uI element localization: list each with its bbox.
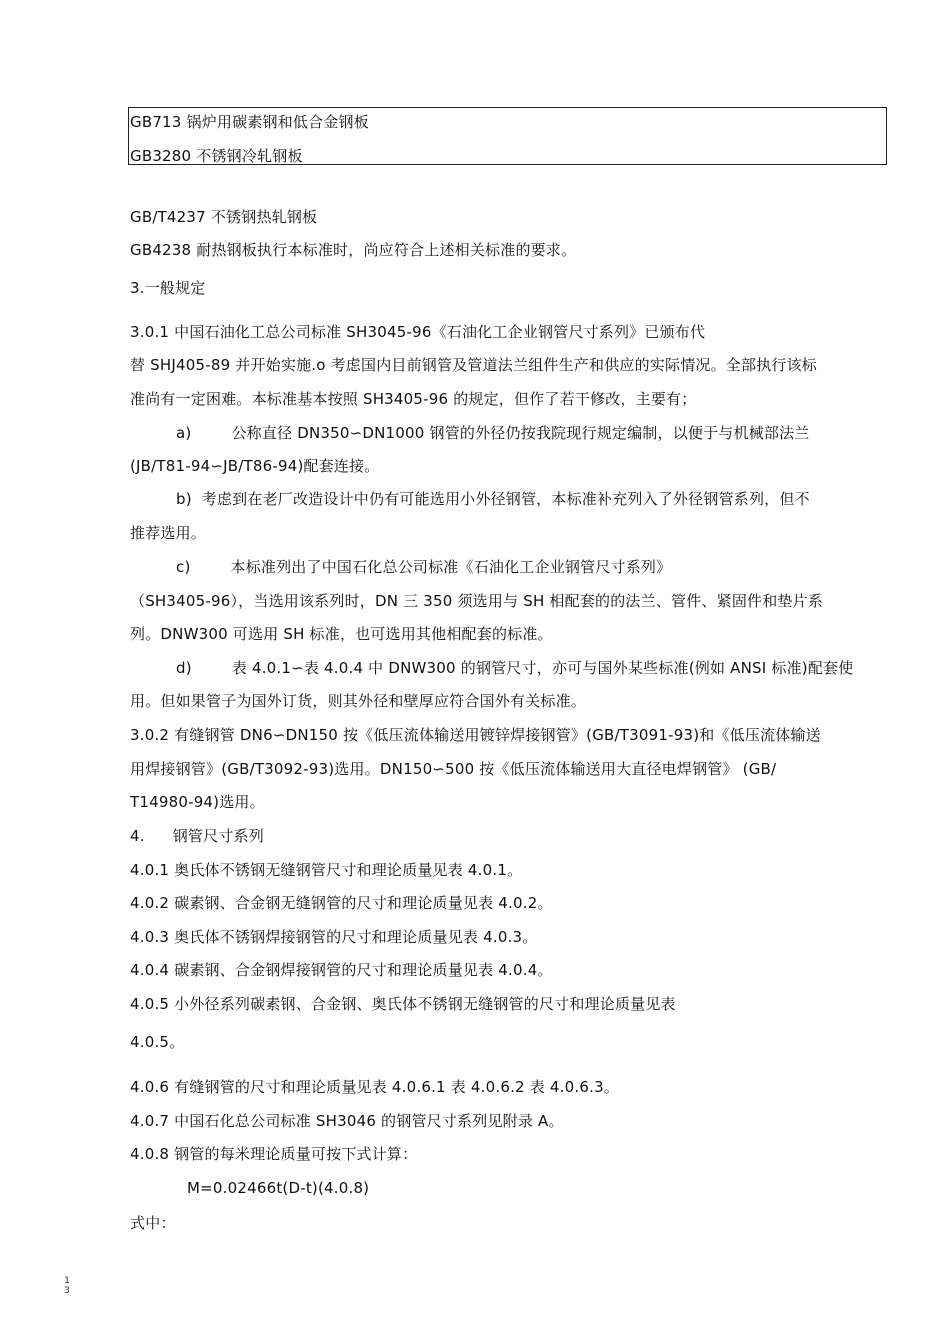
text-line: （SH3405-96），当选用该系列时，DN 三 350 须选用与 SH 相配套的的法兰、管件、紧固件和垫片系 xyxy=(130,592,824,610)
section-title: 钢管尺寸系列 xyxy=(172,827,264,845)
list-text: 公称直径 DN350∽DN1000 钢管的外径仍按我院现行规定编制，以便于与机械部法兰 xyxy=(231,424,810,442)
text-line: 3.0.1 中国石油化工总公司标准 SH3045-96《石油化工企业钢管尺寸系列》已颁布代 xyxy=(130,323,706,341)
list-text: 本标准列出了中国石化总公司标准《石油化工企业钢管尺寸系列》 xyxy=(230,558,672,576)
section-heading-3: 3.一般规定 xyxy=(130,279,206,297)
text-line: GB/T4237 不锈钢热轧钢板 xyxy=(130,208,318,226)
text-line: 4.0.5。 xyxy=(130,1033,185,1051)
text-line: 4.0.2 碳素钢、合金钢无缝钢管的尺寸和理论质量见表 4.0.2。 xyxy=(130,894,553,912)
list-label: d) xyxy=(176,659,192,677)
list-text: 表 4.0.1∽表 4.0.4 中 DNW300 的钢管尺寸，亦可与国外某些标准(例如 ANSI 标准)配套使 xyxy=(231,659,854,677)
text-line: 4.0.1 奥氏体不锈钢无缝钢管尺寸和理论质量见表 4.0.1。 xyxy=(130,861,523,879)
text-line: 式中： xyxy=(130,1214,176,1232)
text-line: T14980-94)选用。 xyxy=(130,793,265,811)
list-label: a) xyxy=(176,424,192,442)
box-line-2: GB3280 不锈钢冷轧钢板 xyxy=(130,147,303,165)
box-line-1: GB713 锅炉用碳素钢和低合金钢板 xyxy=(130,113,369,131)
text-line: GB4238 耐热钢板执行本标准时，尚应符合上述相关标准的要求。 xyxy=(130,241,577,259)
text-line: 4.0.6 有缝钢管的尺寸和理论质量见表 4.0.6.1 表 4.0.6.2 表 4.0.6.3。 xyxy=(130,1078,620,1096)
list-label: c) xyxy=(176,558,191,576)
list-item-c xyxy=(176,557,671,577)
list-item-d xyxy=(176,658,853,678)
text-line: 3.0.2 有缝钢管 DN6∽DN150 按《低压流体输送用镀锌焊接钢管》(GB/T3091-93)和《低压流体输送 xyxy=(130,726,821,744)
text-line: 推荐选用。 xyxy=(130,524,207,542)
text-line: 替 SHJ405-89 并开始实施.o 考虑国内目前钢管及管道法兰组件生产和供应的实际情况。全部执行该标 xyxy=(130,356,818,374)
text-line: 用。但如果管子为国外订货，则其外径和壁厚应符合国外有关标准。 xyxy=(130,692,587,710)
page-number-digit: 3 xyxy=(64,1286,70,1296)
formula: M=0.02466t(D-t)(4.0.8) xyxy=(187,1179,370,1197)
text-line: (JB/T81-94∽JB/T86-94)配套连接。 xyxy=(130,457,380,475)
text-line: 准尚有一定困难。本标准基本按照 SH3405-96 的规定，但作了若干修改，主要有； xyxy=(130,390,697,408)
list-label: b) xyxy=(176,490,192,508)
text-line: 列。DNW300 可选用 SH 标准，也可选用其他相配套的标准。 xyxy=(130,625,553,643)
page-number xyxy=(63,1276,71,1296)
page-number-digit: 1 xyxy=(64,1276,70,1286)
list-item-b xyxy=(176,489,810,509)
list-text: 考虑到在老厂改造设计中仍有可能选用小外径钢管，本标准补充列入了外径钢管系列，但不 xyxy=(201,490,810,508)
text-line: 4.0.4 碳素钢、合金钢焊接钢管的尺寸和理论质量见表 4.0.4。 xyxy=(130,961,553,979)
section-number: 4. xyxy=(130,827,145,845)
text-line: 4.0.3 奥氏体不锈钢焊接钢管的尺寸和理论质量见表 4.0.3。 xyxy=(130,928,538,946)
text-line: 4.0.8 钢管的每米理论质量可按下式计算： xyxy=(130,1145,418,1163)
text-line: 用焊接钢管》(GB/T3092-93)选用。DN150∽500 按《低压流体输送用大直径电焊钢管》 (GB/ xyxy=(130,760,777,778)
list-item-a xyxy=(176,423,810,443)
section-heading-4 xyxy=(130,826,264,846)
standards-box xyxy=(128,107,887,165)
text-line: 4.0.7 中国石化总公司标准 SH3046 的钢管尺寸系列见附录 A。 xyxy=(130,1112,564,1130)
text-line: 4.0.5 小外径系列碳素钢、合金钢、奥氏体不锈钢无缝钢管的尺寸和理论质量见表 xyxy=(130,995,676,1013)
